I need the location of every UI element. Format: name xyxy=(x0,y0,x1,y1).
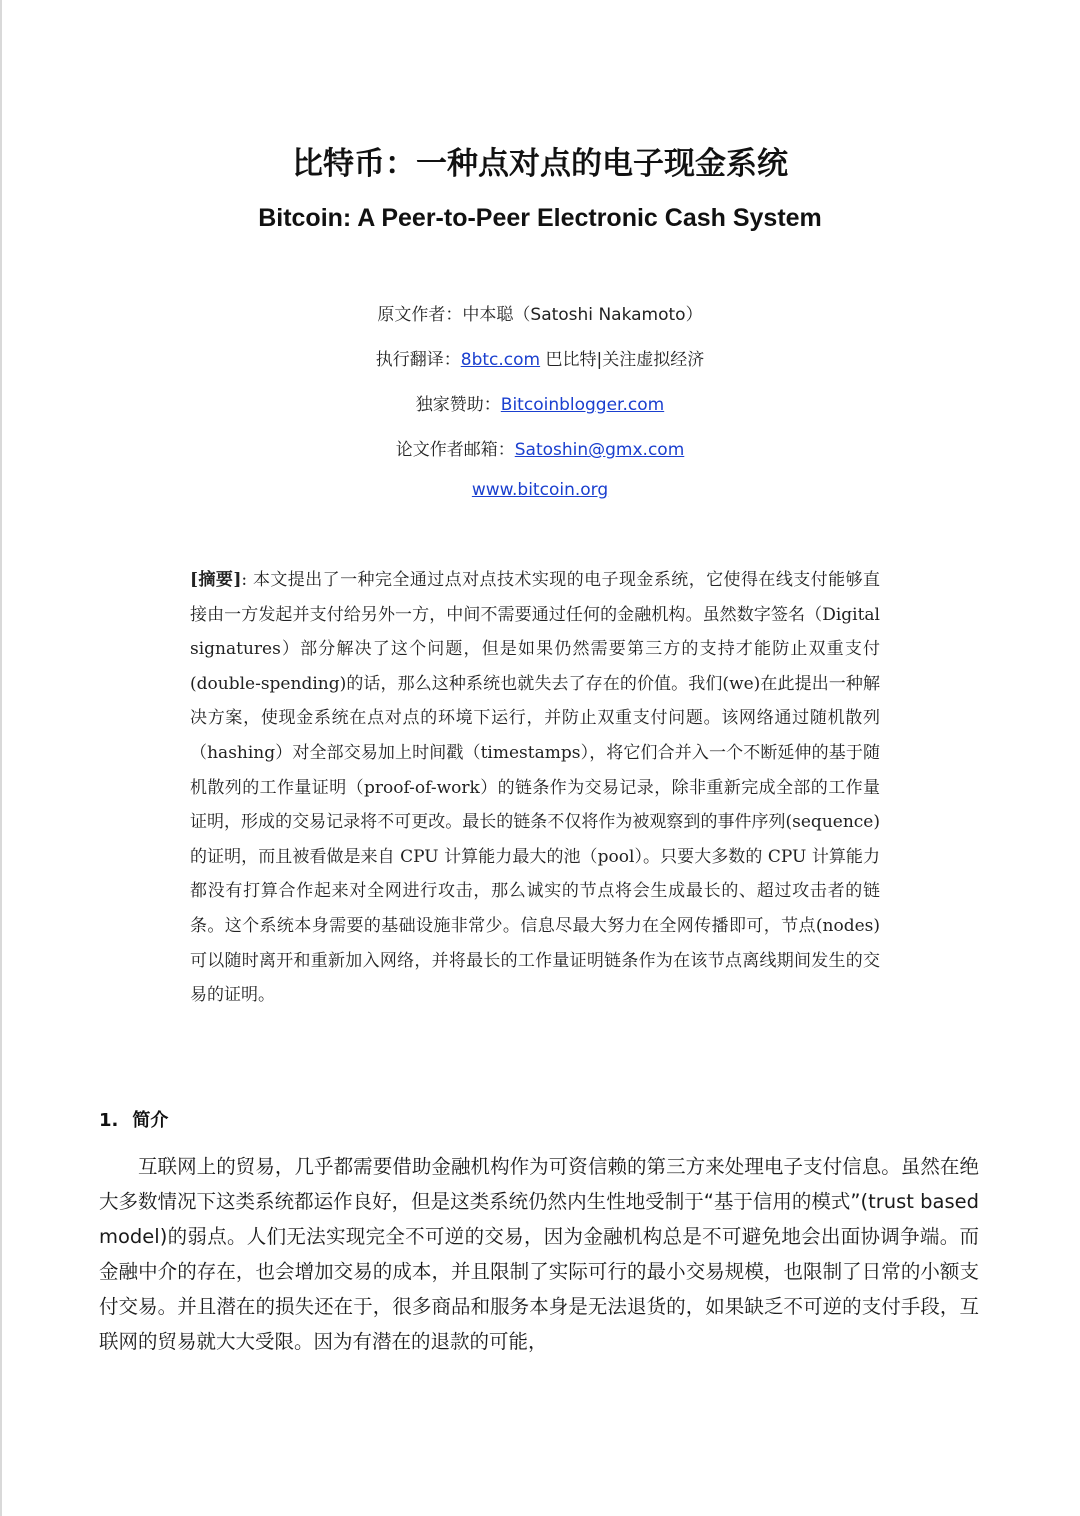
translation-line xyxy=(0,345,1080,370)
section-heading-introduction xyxy=(99,1106,168,1132)
sponsor-link[interactable]: Bitcoinblogger.com xyxy=(500,395,665,415)
abstract-text: : 本文提出了一种完全通过点对点技术实现的电子现金系统，它使得在线支付能够直接由一方发起并支付给另外一方，中间不需要通过任何的金融机构。虽然数字签名（Digital signatures）部分解决了这个问题，但是如果仍然需要第三方的支持才能防止双重支付(double-spending)的话，那么这种系统也就失去了存在的价值。我们(we)在此提出一种解决方案，使现金系统在点对点的环境下运行，并防止双重支付问题。该网络通过随机散列（hashing）对全部交易加上时间戳（timestamps），将它们合并入一个不断延伸的基于随机散列的工作量证明（proof-of-work）的链条作为交易记录，除非重新完成全部的工作量证明，形成的交易记录将不可更改。最长的链条不仅将作为被观察到的事件序列(sequence)的证明，而且被看做是来自 CPU 计算能力最大的池（pool）。只要大多数的 CPU 计算能力都没有打算合作起来对全网进行攻击，那么诚实的节点将会生成最长的、超过攻击者的链条。这个系统本身需要的基础设施非常少。信息尽最大努力在全网传播即可，节点(nodes)可以随时离开和重新加入网络，并将最长的工作量证明链条作为在该节点离线期间发生的交易的证明。 xyxy=(190,570,880,1006)
abstract-label: [摘要] xyxy=(190,570,242,590)
sponsor-label: 独家赞助： xyxy=(415,395,501,415)
section-title: 简介 xyxy=(132,1110,169,1131)
email-link[interactable]: Satoshin@gmx.com xyxy=(514,440,685,460)
website-link[interactable]: www.bitcoin.org xyxy=(471,480,609,500)
author-line xyxy=(0,300,1080,325)
website-line xyxy=(0,480,1080,500)
sponsor-line xyxy=(0,390,1080,415)
translation-label: 执行翻译： xyxy=(375,350,461,370)
email-label: 论文作者邮箱： xyxy=(395,440,515,460)
email-line xyxy=(0,435,1080,460)
author-label: 原文作者： xyxy=(377,305,463,325)
translation-suffix: 巴比特|关注虚拟经济 xyxy=(540,350,705,370)
introduction-paragraph: 互联网上的贸易，几乎都需要借助金融机构作为可资信赖的第三方来处理电子支付信息。虽然在绝大多数情况下这类系统都运作良好，但是这类系统仍然内生性地受制于“基于信用的模式”(trust based model)的弱点。人们无法实现完全不可逆的交易，因为金融机构总是不可避免地会出面协调争端。而金融中介的存在，也会增加交易的成本，并且限制了实际可行的最小交易规模，也限制了日常的小额支付交易。并且潜在的损失还在于，很多商品和服务本身是无法退货的，如果缺乏不可逆的支付手段，互联网的贸易就大大受限。因为有潜在的退款的可能， xyxy=(99,1155,979,1353)
author-value: 中本聪（Satoshi Nakamoto） xyxy=(462,305,703,325)
paper-title-english: Bitcoin: A Peer-to-Peer Electronic Cash System xyxy=(258,204,822,232)
section-number: 1. xyxy=(99,1110,119,1131)
paper-title-chinese: 比特币：一种点对点的电子现金系统 xyxy=(292,146,788,182)
abstract xyxy=(190,563,880,1013)
translation-link[interactable]: 8btc.com xyxy=(460,350,541,370)
